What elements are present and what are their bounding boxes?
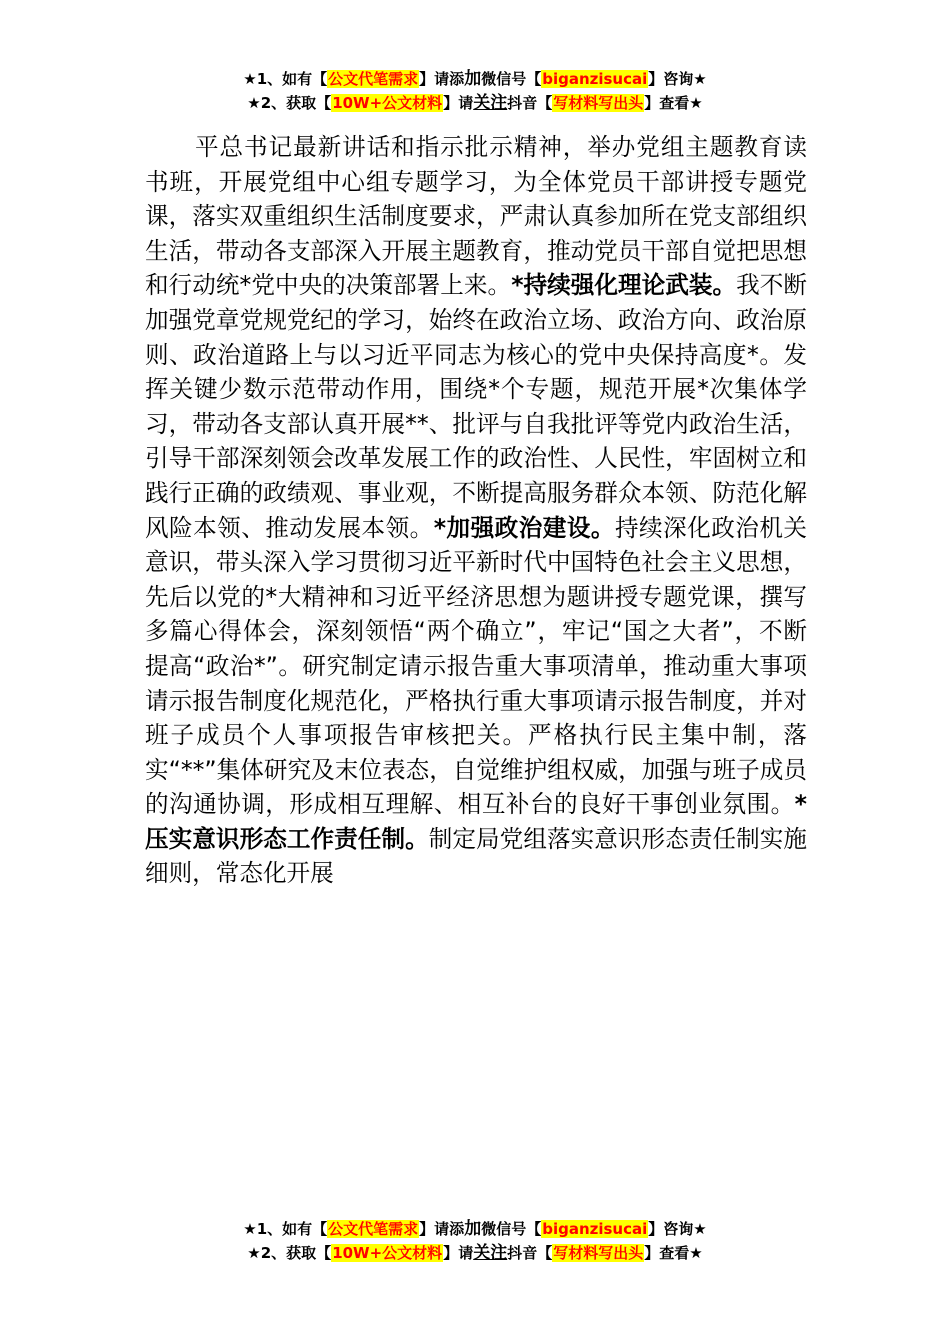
banner-text: 】请: [443, 94, 474, 112]
star-icon: ★: [689, 1244, 703, 1262]
star-icon: ★: [693, 1220, 707, 1238]
star-icon: ★: [247, 94, 261, 112]
banner-text: 2、获取【: [260, 94, 332, 112]
banner-text-large: 加: [464, 1219, 482, 1239]
highlight-wechat-id: biganzisucai: [542, 1220, 648, 1238]
highlight-wechat-id: biganzisucai: [542, 70, 648, 88]
highlight-service: 公文代笔需求: [328, 1220, 419, 1238]
banner-text: 】请: [443, 1244, 474, 1262]
star-icon: ★: [693, 70, 707, 88]
highlight-materials: 10W+公文材料: [332, 94, 443, 112]
star-icon: ★: [243, 1220, 257, 1238]
banner-text: 】咨询: [648, 1220, 694, 1238]
star-icon: ★: [247, 1244, 261, 1262]
banner-text: 】查看: [644, 1244, 690, 1262]
highlight-douyin: 写材料写出头: [553, 1244, 644, 1262]
body-paragraph: [145, 130, 807, 891]
section-heading: *加强政治建设。: [433, 513, 615, 542]
banner-line-2: [0, 1241, 950, 1265]
highlight-service: 公文代笔需求: [328, 70, 419, 88]
banner-text: 2、获取【: [260, 1244, 332, 1262]
highlight-douyin: 写材料写出头: [553, 94, 644, 112]
header-banner: [0, 67, 950, 115]
banner-text: 1、如有【: [256, 1220, 328, 1238]
banner-text: 抖音【: [507, 1244, 553, 1262]
banner-text: 】请添: [419, 70, 465, 88]
banner-line-1: [0, 1217, 950, 1241]
body-text-segment: 制定局党组落实意识形态责任制实施细则，常态化开展: [145, 824, 808, 888]
banner-text: 】查看: [644, 94, 690, 112]
section-heading: *持续强化理论武装。: [511, 271, 737, 300]
banner-text-underlined: 关注: [473, 93, 508, 113]
star-icon: ★: [243, 70, 257, 88]
banner-text: 】咨询: [648, 70, 694, 88]
document-body: [145, 130, 807, 891]
body-text-segment: 平总书记最新讲话和指示批示精神，举办党组主题教育读书班，开展党组中心组专题学习，为全体党员干部讲授专题党课，落实双重组织生活制度要求，严肃认真参加所在党支部组织生活，带动各支部深入开展主题教育，推动党员干部自觉把思想和行动统*党中央的决策部署上来。: [145, 133, 807, 300]
banner-text: 微信号【: [481, 1220, 542, 1238]
banner-line-2: [0, 91, 950, 115]
banner-text-underlined: 关注: [473, 1243, 508, 1263]
footer-banner: [0, 1217, 950, 1265]
banner-text: 微信号【: [481, 70, 542, 88]
body-text-segment: 我不断加强党章党规党纪的学习，始终在政治立场、政治方向、政治原则、政治道路上与以习近平同志为核心的党中央保持高度*。发挥关键少数示范带动作用，围绕*个专题，规范开展*次集体学习，带动各支部认真开展**、批评与自我批评等党内政治生活，引导干部深刻领会改革发展工作的政治性、人民性，牢固树立和践行正确的政绩观、事业观，不断提高服务群众本领、防范化解风险本领、推动发展本领。: [145, 271, 808, 542]
banner-line-1: [0, 67, 950, 91]
body-text-segment: 持续深化政治机关意识，带头深入学习贯彻习近平新时代中国特色社会主义思想，先后以党的*大精神和习近平经济思想为题讲授专题党课，撰写多篇心得体会，深刻领悟“两个确立”，牢记“国之大者”，不断提高“政治*”。研究制定请示报告重大事项清单，推动重大事项请示报告制度化规范化，严格执行重大事项请示报告制度，并对班子成员个人事项报告审核把关。严格执行民主集中制，落实“**”集体研究及末位表态，自觉维护组权威，加强与班子成员的沟通协调，形成相互理解、相互补台的良好干事创业氛围。: [145, 513, 808, 819]
section-heading: *压实意识形态工作责任制。: [145, 790, 807, 853]
highlight-materials: 10W+公文材料: [332, 1244, 443, 1262]
star-icon: ★: [689, 94, 703, 112]
banner-text: 1、如有【: [256, 70, 328, 88]
banner-text: 】请添: [419, 1220, 465, 1238]
banner-text: 抖音【: [507, 94, 553, 112]
banner-text-large: 加: [464, 69, 482, 89]
